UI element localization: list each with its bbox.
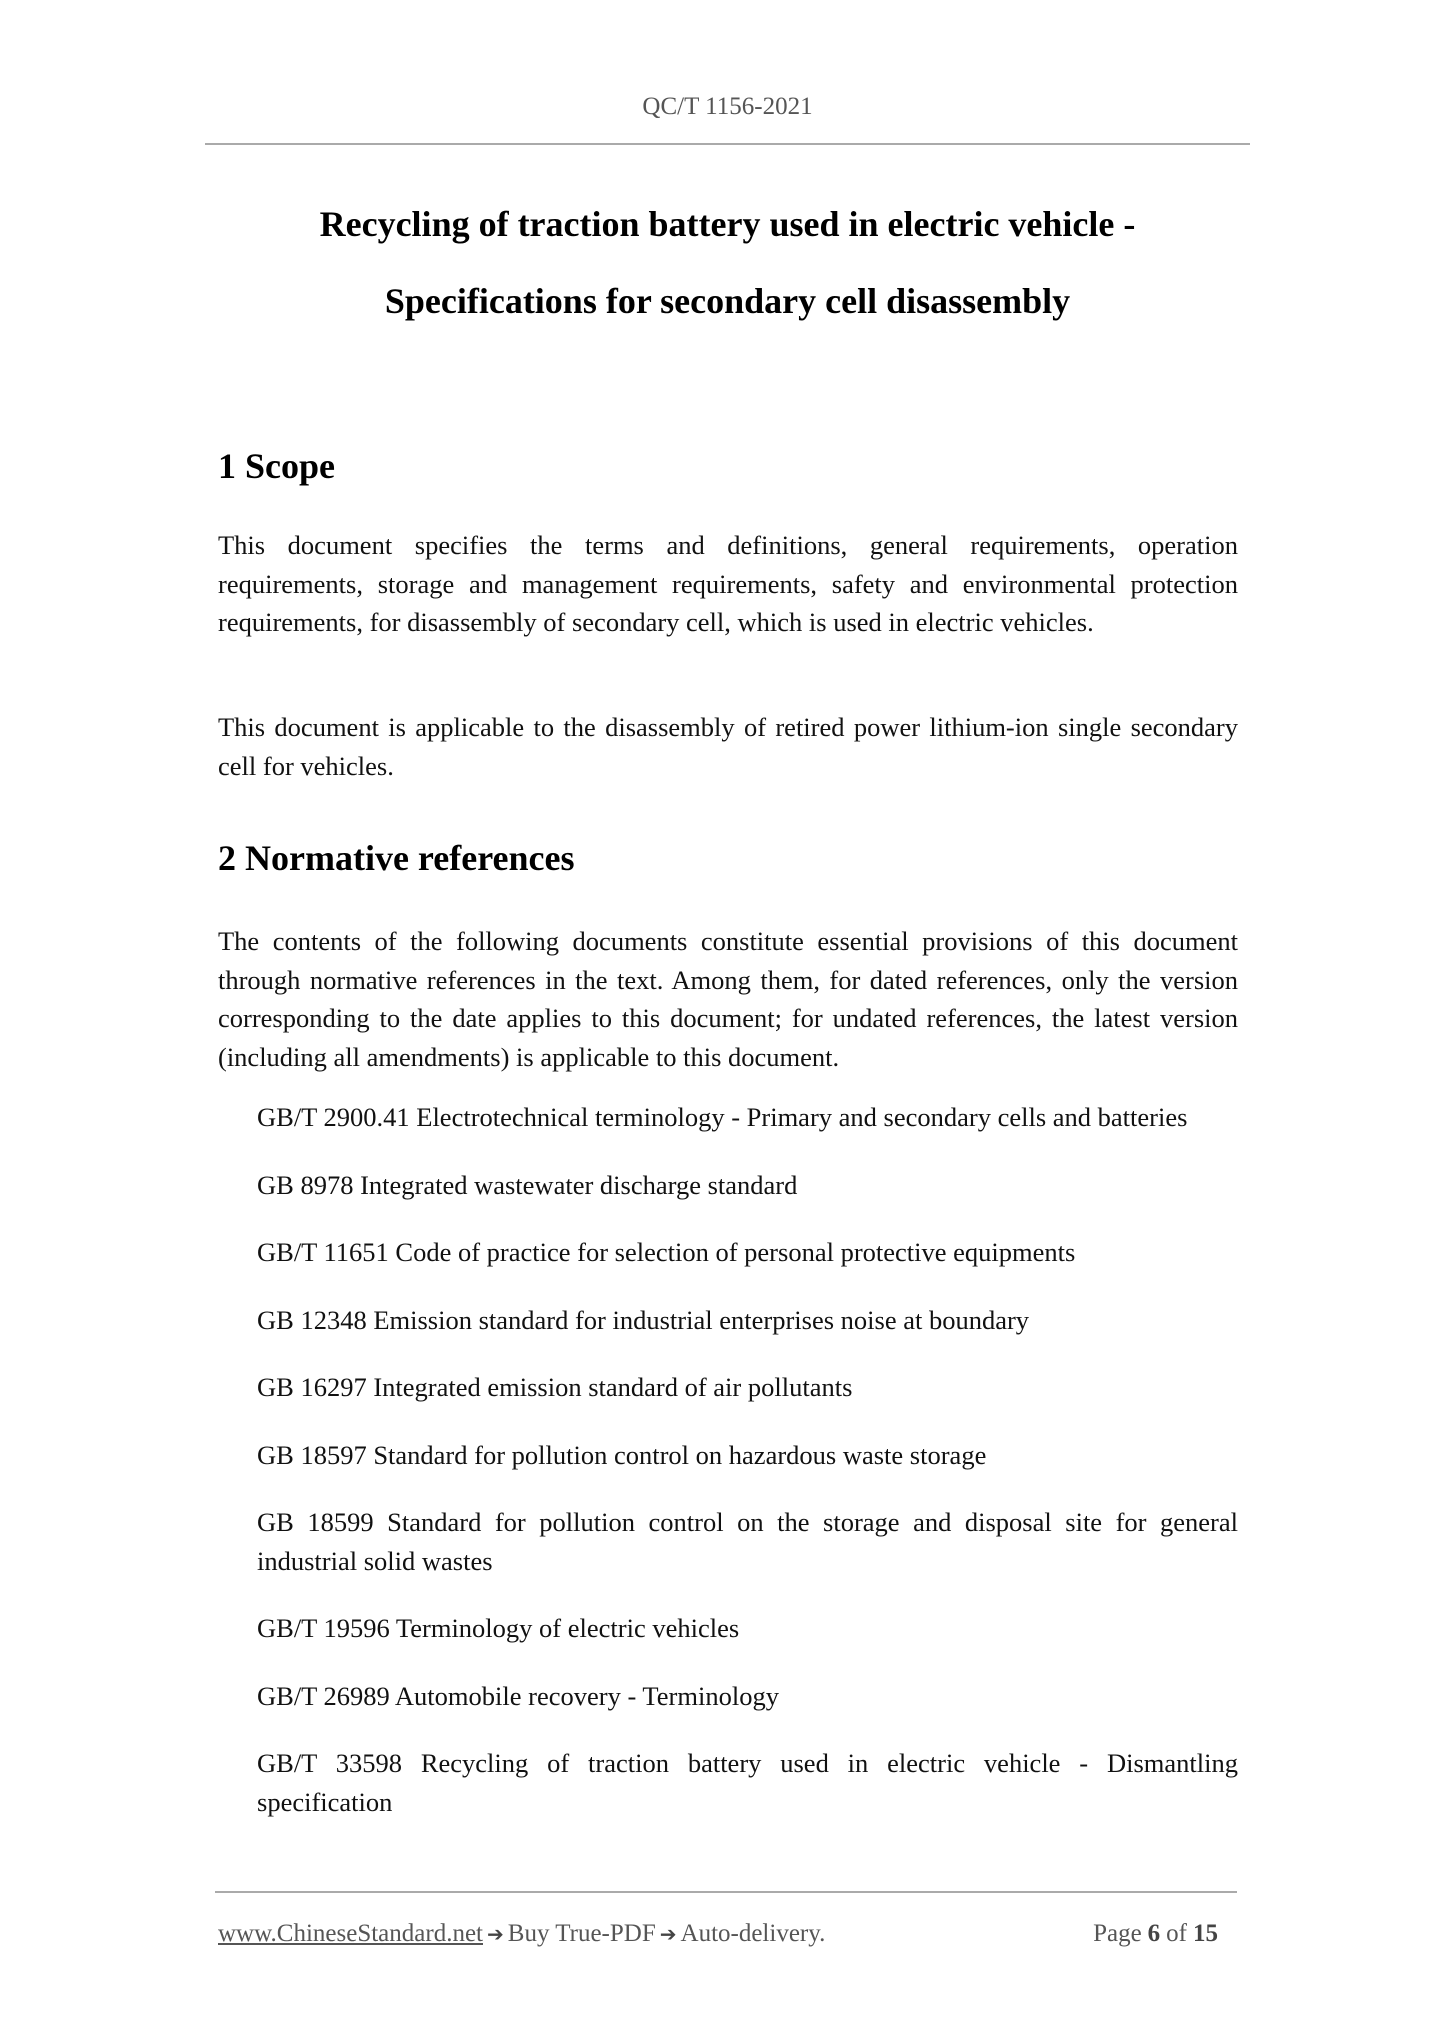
reference-item: GB 16297 Integrated emission standard of air pollutants: [257, 1372, 853, 1402]
reference-item: GB 18599 Standard for pollution control on the storage and disposal site for general industrial solid wastes: [257, 1507, 1238, 1576]
reference-item: GB/T 33598 Recycling of traction battery used in electric vehicle - Dismantling specification: [257, 1748, 1238, 1817]
reference-item: GB/T 26989 Automobile recovery - Terminology: [257, 1680, 779, 1711]
section-heading-normative-references: 2 Normative references: [218, 838, 575, 878]
header-divider: [205, 143, 1250, 145]
total-page-count: 15: [1193, 1920, 1218, 1947]
document-number-header: QC/T 1156-2021: [642, 93, 813, 120]
chinesestandard-link[interactable]: www.ChineseStandard.net: [218, 1920, 483, 1947]
reference-item: GB/T 11651 Code of practice for selection of personal protective equipments: [257, 1237, 1076, 1267]
page-indicator: [1093, 1918, 1218, 1950]
current-page-number: 6: [1147, 1920, 1161, 1947]
page-footer: [218, 1918, 1218, 1950]
footer-step-delivery: Auto-delivery.: [680, 1920, 826, 1947]
document-title: [205, 186, 1250, 340]
page-label: Page: [1093, 1920, 1142, 1947]
document-title-line-2: Specifications for secondary cell disassembly: [384, 281, 1071, 321]
reference-item: GB/T 2900.41 Electrotechnical terminology - Primary and secondary cells and batteries: [257, 1102, 1188, 1132]
reference-item: GB 8978 Integrated wastewater discharge standard: [257, 1169, 798, 1200]
footer-promo: [218, 1918, 825, 1950]
footer-step-buy: Buy True-PDF: [507, 1920, 656, 1947]
page-of-label: of: [1166, 1920, 1187, 1947]
scope-paragraph-1: This document specifies the terms and definitions, general requirements, operation requirements, storage and management requirements, safety and environmental protection requirements, for disassembly of secondary cell, which is used in electric vehicles.: [218, 530, 1238, 637]
scope-paragraph-2: This document is applicable to the disassembly of retired power lithium-ion single secondary cell for vehicles.: [218, 712, 1238, 781]
footer-divider: [215, 1891, 1237, 1893]
right-arrow-icon: ➔: [659, 1922, 677, 1946]
reference-item: GB 12348 Emission standard for industrial enterprises noise at boundary: [257, 1304, 1030, 1335]
reference-item: GB/T 19596 Terminology of electric vehicles: [257, 1613, 740, 1643]
section-heading-scope: 1 Scope: [218, 446, 335, 486]
reference-item: GB 18597 Standard for pollution control on hazardous waste storage: [257, 1439, 987, 1470]
normative-references-list: [257, 1098, 1238, 1850]
normative-references-intro: The contents of the following documents constitute essential provisions of this document through normative references in the text. Among them, for dated references, only the version corresponding to the date applies to this document; for undated references, the latest version (including all amendments) is applicable to this document.: [218, 926, 1238, 1072]
right-arrow-icon: ➔: [487, 1922, 504, 1946]
document-title-line-1: Recycling of traction battery used in electric vehicle -: [319, 204, 1136, 244]
